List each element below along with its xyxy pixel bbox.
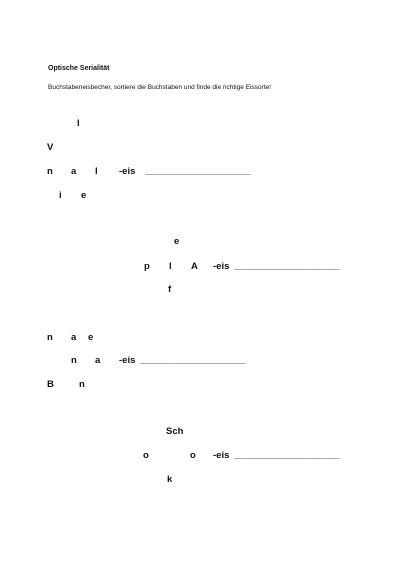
scrambled-letter: B — [47, 379, 54, 390]
answer-suffix: -eis — [119, 355, 136, 366]
page-title: Optische Serialität — [48, 65, 110, 72]
scrambled-letter: A — [191, 261, 198, 272]
answer-blank[interactable]: ____________________ — [234, 450, 340, 461]
scrambled-letter: o — [143, 450, 149, 461]
scrambled-letter: n — [71, 355, 77, 366]
scrambled-letter: e — [174, 236, 180, 247]
scrambled-letter: a — [71, 332, 77, 343]
answer-suffix: -eis — [213, 450, 230, 461]
scrambled-letter: l — [169, 261, 172, 272]
scrambled-letter: Sch — [166, 426, 184, 437]
scrambled-letter: e — [88, 332, 94, 343]
scrambled-letter: n — [79, 379, 85, 390]
scrambled-letter: k — [167, 474, 173, 485]
scrambled-letter: o — [190, 450, 196, 461]
scrambled-letter: l — [77, 118, 80, 129]
answer-blank[interactable]: ____________________ — [140, 355, 246, 366]
scrambled-letter: n — [47, 332, 53, 343]
scrambled-letter: a — [95, 355, 101, 366]
instruction-text: Buchstabeneisbecher, sortiere die Buchstaben und finde die richtige Eissorte! — [48, 84, 271, 91]
answer-blank[interactable]: ____________________ — [234, 261, 340, 272]
scrambled-letter: i — [59, 190, 62, 201]
answer-suffix: -eis — [213, 261, 230, 272]
scrambled-letter: n — [47, 166, 53, 177]
scrambled-letter: p — [144, 261, 150, 272]
scrambled-letter: f — [168, 284, 172, 295]
scrambled-letter: a — [71, 166, 77, 177]
scrambled-letter: l — [95, 166, 98, 177]
scrambled-letter: e — [81, 190, 87, 201]
answer-suffix: -eis — [119, 166, 136, 177]
answer-blank[interactable]: ____________________ — [145, 166, 251, 177]
scrambled-letter: V — [47, 142, 54, 153]
